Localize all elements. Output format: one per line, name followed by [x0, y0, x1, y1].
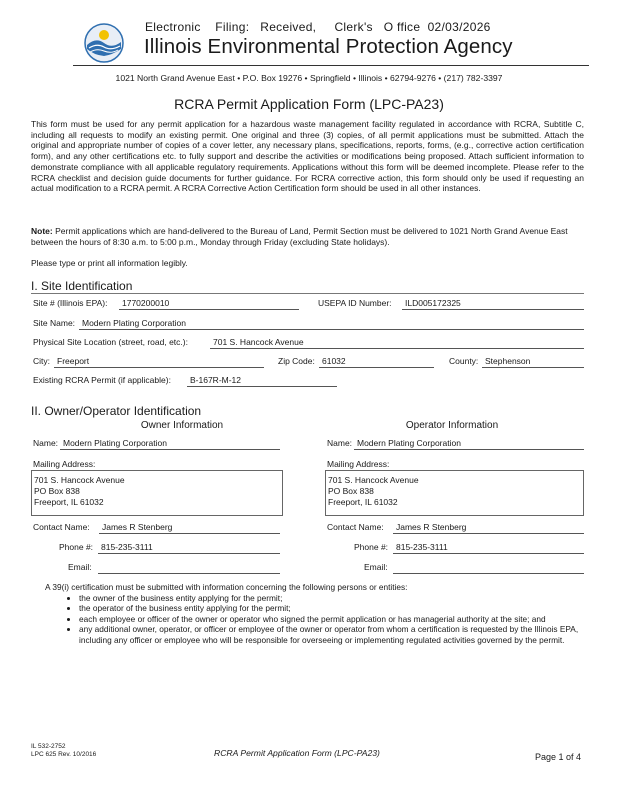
agency-name: Illinois Environmental Protection Agency	[144, 35, 513, 58]
owner-mailing-label: Mailing Address:	[33, 459, 96, 469]
intro-paragraph: This form must be used for any permit application for a hazardous waste management facility regulated in accordance with RCRA, Subtitle C, including all requests to modify an existing permit. One original and three (3) copies, of all permit applications must be submitted. Attach the original and appropriate number of copies of a cover letter, any necessary plans, specifications, reports, forms, (e.g., corrective action certification form), and any other certifications etc. to fully support and describe the activities or modifications being proposed. Attach sufficient information to demonstrate compliance with all applicable regulatory requirements. Applications without this form will be deemed incomplete. Please refer to the RCRA checklist and decision guide documents for further guidance. For RCRA corrective action, this form should only be used if requesting an actual modification to a RCRA permit. A RCRA Corrective Action Certification form should be used in all other instances.	[31, 119, 584, 194]
zip-code-label: Zip Code:	[278, 356, 315, 366]
city-label: City:	[33, 356, 50, 366]
site-location-value[interactable]: 701 S. Hancock Avenue	[213, 337, 304, 347]
list-item: • the owner of the business entity applying for the permit;	[79, 593, 585, 604]
operator-contact-value[interactable]: James R Stenberg	[396, 522, 467, 532]
owner-contact-label: Contact Name:	[33, 522, 90, 532]
certification-list	[65, 593, 585, 646]
certification-intro: A 39(i) certification must be submitted with information concerning the following persons or entities:	[45, 582, 408, 592]
form-code-1: IL 532-2752	[31, 743, 66, 750]
operator-contact-label: Contact Name:	[327, 522, 384, 532]
owner-info-title: Owner Information	[140, 420, 224, 431]
filing-stamp: Electronic Filing: Received, Clerk's O ffice 02/03/2026	[145, 20, 491, 34]
operator-mailing-label: Mailing Address:	[327, 459, 390, 469]
owner-address-line-3: Freeport, IL 61032	[34, 497, 104, 507]
zip-code-value[interactable]: 61032	[322, 356, 346, 366]
site-name-underline	[79, 329, 584, 330]
operator-email-label: Email:	[364, 562, 388, 572]
existing-permit-label: Existing RCRA Permit (if applicable):	[33, 375, 171, 385]
operator-name-underline	[354, 449, 584, 450]
agency-address: 1021 North Grand Avenue East • P.O. Box 19276 • Springfield • Illinois • 62794-9276 • (217) 782-3397	[115, 73, 503, 83]
owner-name-label: Name:	[33, 438, 59, 448]
certification-block	[45, 582, 585, 646]
footer-form-name: RCRA Permit Application Form (LPC-PA23)	[214, 748, 380, 758]
delivery-note	[31, 226, 584, 247]
section-divider	[31, 293, 584, 294]
site-number-label: Site # (Illinois EPA):	[33, 298, 108, 308]
operator-name-label: Name:	[327, 438, 353, 448]
owner-email-field[interactable]	[98, 573, 280, 574]
city-value[interactable]: Freeport	[57, 356, 90, 366]
operator-info-title: Operator Information	[405, 420, 499, 431]
owner-phone-value[interactable]: 815-235-3111	[101, 542, 153, 552]
note-label: Note:	[31, 226, 53, 236]
operator-address-line-2: PO Box 838	[328, 486, 374, 496]
list-item: • the operator of the business entity applying for the permit;	[79, 603, 585, 614]
operator-phone-label: Phone #:	[354, 542, 389, 552]
existing-permit-underline	[187, 386, 337, 387]
county-underline	[482, 367, 584, 368]
operator-address-line-3: Freeport, IL 61032	[328, 497, 398, 507]
owner-email-label: Email:	[68, 562, 92, 572]
operator-phone-value[interactable]: 815-235-3111	[396, 542, 448, 552]
owner-contact-underline	[99, 533, 280, 534]
owner-name-value[interactable]: Modern Plating Corporation	[63, 438, 167, 448]
list-item: • any additional owner, operator, or officer or employee of the owner or operator from whom a certification is requested by the Illinois EPA, including any officer or employee who will be responsible for overseeing or implementing regulated activities governed by the permit.	[79, 624, 585, 645]
existing-permit-value[interactable]: B-167R-M-12	[190, 375, 242, 385]
section-owner-operator: II. Owner/Operator Identification	[31, 404, 202, 418]
usepa-id-value[interactable]: ILD005172325	[405, 298, 461, 308]
usepa-id-label: USEPA ID Number:	[318, 298, 392, 308]
illinois-epa-logo-icon	[84, 23, 124, 63]
operator-address-line-1: 701 S. Hancock Avenue	[328, 475, 419, 485]
list-item: • each employee or officer of the owner or operator who signed the permit application or has managerial authority at the site; and	[79, 614, 585, 625]
operator-contact-underline	[393, 533, 584, 534]
form-code-2: LPC 625 Rev. 10/2016	[31, 751, 97, 758]
site-number-underline	[119, 309, 299, 310]
owner-name-underline	[60, 449, 280, 450]
site-name-label: Site Name:	[33, 318, 76, 328]
section-site-identification: I. Site Identification	[31, 279, 133, 293]
note-text: Permit applications which are hand-delivered to the Bureau of Land, Permit Section must be delivered to 1021 North Grand Avenue East between the hours of 8:30 a.m. to 5:00 p.m., Monday through Friday (excluding State holidays).	[31, 226, 568, 247]
county-label: County:	[449, 356, 479, 366]
site-location-underline	[210, 348, 584, 349]
header-divider	[73, 65, 589, 66]
usepa-id-underline	[402, 309, 584, 310]
owner-address-line-1: 701 S. Hancock Avenue	[34, 475, 125, 485]
form-codes	[31, 743, 96, 759]
owner-phone-underline	[98, 553, 280, 554]
owner-address-line-2: PO Box 838	[34, 486, 80, 496]
site-location-label: Physical Site Location (street, road, etc.):	[33, 337, 188, 347]
city-underline	[54, 367, 264, 368]
operator-email-field[interactable]	[393, 573, 584, 574]
operator-name-value[interactable]: Modern Plating Corporation	[357, 438, 461, 448]
operator-phone-underline	[393, 553, 584, 554]
county-value[interactable]: Stephenson	[485, 356, 531, 366]
owner-mailing-address-box[interactable]	[31, 470, 283, 516]
form-title: RCRA Permit Application Form (LPC-PA23)	[174, 96, 444, 112]
operator-mailing-address-box[interactable]	[325, 470, 584, 516]
site-name-value[interactable]: Modern Plating Corporation	[82, 318, 186, 328]
page-number: Page 1 of 4	[535, 752, 582, 762]
owner-phone-label: Phone #:	[59, 542, 94, 552]
site-number-value[interactable]: 1770200010	[122, 298, 170, 308]
legibility-instruction: Please type or print all information legibly.	[31, 258, 188, 268]
owner-contact-value[interactable]: James R Stenberg	[102, 522, 173, 532]
zip-code-underline	[319, 367, 434, 368]
